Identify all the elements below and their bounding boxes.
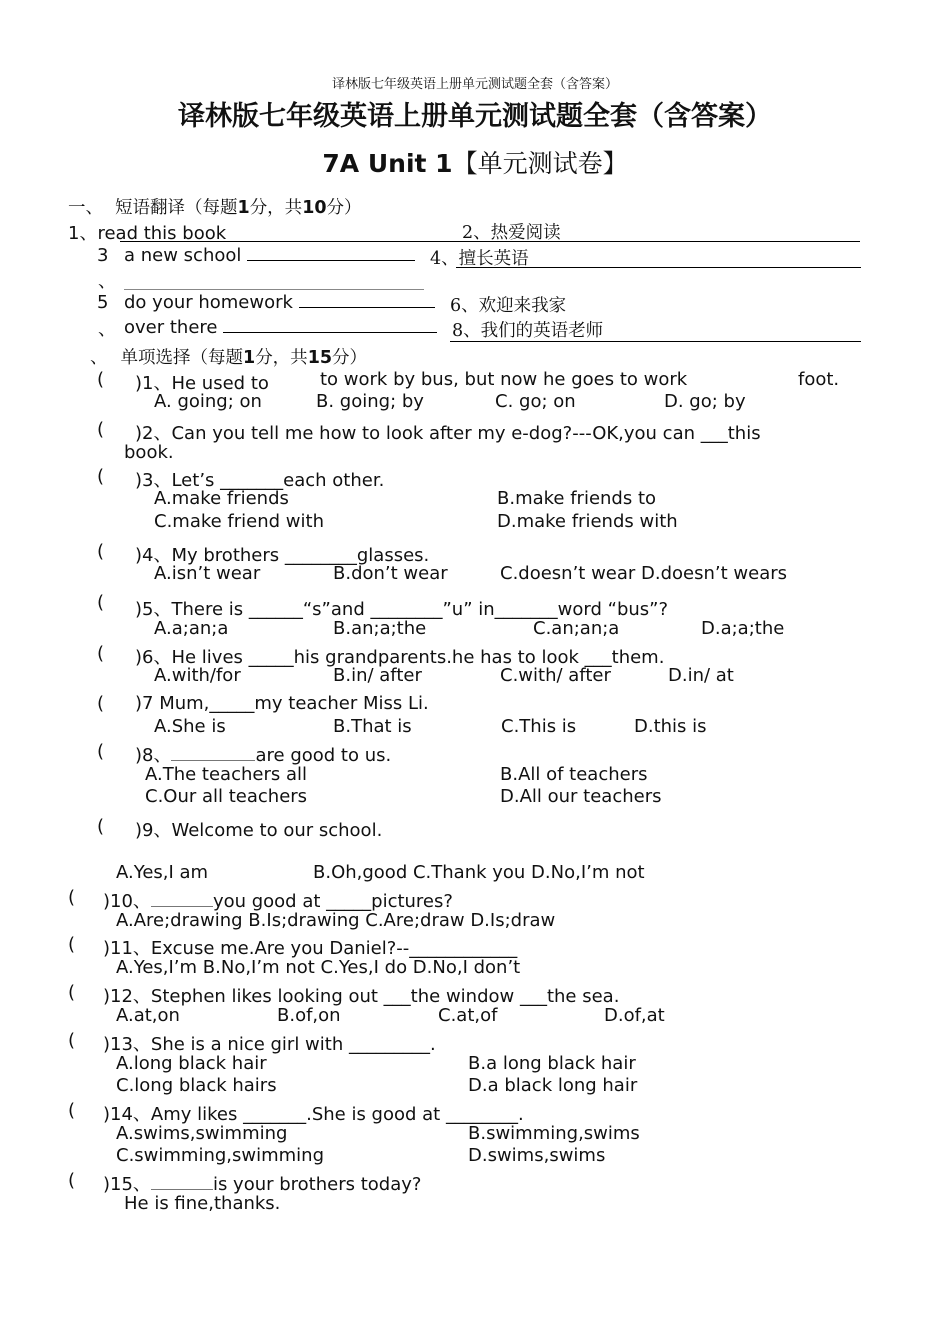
question-stem: )15、 is your brothers today? (103, 1174, 422, 1195)
option: A.Yes,I am (116, 862, 209, 883)
option: B.make friends to (497, 488, 657, 509)
question-stem: )9、Welcome to our school. (135, 820, 383, 841)
option: A.at,on (116, 1005, 180, 1026)
item-mark: 、 (98, 319, 116, 340)
option: A.The teachers all (145, 764, 307, 785)
phrase-item: 1、read this book (68, 223, 227, 244)
answer-line (124, 289, 424, 290)
option: B.a long black hair (468, 1053, 636, 1074)
item-number: 3 (97, 245, 109, 266)
option: C.This is (501, 716, 577, 737)
option: D.this is (634, 716, 707, 737)
question-paren: ( (68, 934, 76, 955)
option: B.of,on (277, 1005, 341, 1026)
question-paren: ( (97, 693, 105, 714)
question-stem: to work by bus, but now he goes to work (320, 369, 688, 390)
option: A.long black hair (116, 1053, 267, 1074)
option: D.of,at (604, 1005, 665, 1026)
question-paren: ( (97, 466, 105, 487)
question-stem: foot. (798, 369, 840, 390)
phrase-item: do your homework (124, 292, 435, 313)
option: B.swimming,swims (468, 1123, 640, 1144)
option: C.long black hairs (116, 1075, 277, 1096)
item-number: 5 (97, 292, 109, 313)
section1-heading: 一、 短语翻译（每题1分，共10分） (68, 198, 362, 218)
running-head: 译林版七年级英语上册单元测试题全套（含答案） (331, 77, 618, 92)
option: B.That is (333, 716, 412, 737)
phrase-item: 6、欢迎来我家 (450, 296, 567, 316)
option: B.Oh,good C.Thank you D.No,I’m not (313, 862, 645, 883)
option: D.make friends with (497, 511, 678, 532)
option: B. going; by (316, 391, 424, 412)
question-stem: )7 Mum,_____my teacher Miss Li. (135, 693, 429, 714)
question-stem: )3、Let’s _______each other. (135, 470, 385, 491)
question-stem: book. (124, 442, 174, 463)
question-stem: )4、My brothers ________glasses. (135, 545, 430, 566)
question-stem: )8、 are good to us. (135, 745, 392, 766)
option: A.swims,swimming (116, 1123, 288, 1144)
question-stem: )14、Amy likes _______.She is good at ________. (103, 1104, 524, 1125)
option: C.at,of (438, 1005, 498, 1026)
option: D.swims,swims (468, 1145, 606, 1166)
question-stem: )11、Excuse me.Are you Daniel?--____________ (103, 938, 518, 959)
question-stem: )6、He lives _____his grandparents.he has to look ___them. (135, 647, 665, 668)
divider (456, 267, 861, 268)
page-title: 译林版七年级英语上册单元测试题全套（含答案） (178, 101, 772, 132)
question-paren: ( (68, 1170, 76, 1191)
unit-title (0, 144, 950, 180)
option: D.a;a;the (701, 618, 785, 639)
question-paren: ( (97, 741, 105, 762)
option: B.All of teachers (500, 764, 648, 785)
question-paren: ( (97, 816, 105, 837)
option: C.doesn’t wear D.doesn’t wears (500, 563, 788, 584)
phrase-item: over there (124, 317, 437, 338)
option: A.Are;drawing B.Is;drawing C.Are;draw D.Is;draw (116, 910, 556, 931)
option: A.with/for (154, 665, 241, 686)
phrase-item: a new school (124, 245, 415, 266)
option: A.Yes,I’m B.No,I’m not C.Yes,I do D.No,I don’t (116, 957, 521, 978)
phrase-item: 2、热爱阅读 (462, 223, 561, 243)
option: A.isn’t wear (154, 563, 261, 584)
question-paren: ( (68, 1030, 76, 1051)
unit-title-en: 7A Unit 1 (322, 149, 453, 178)
option: D.a black long hair (468, 1075, 638, 1096)
option: A.make friends (154, 488, 289, 509)
option: C.make friend with (154, 511, 324, 532)
question-stem: )2、Can you tell me how to look after my e-dog?---OK,you can ___this (135, 423, 761, 444)
option: C.swimming,swimming (116, 1145, 325, 1166)
option: A. going; on (154, 391, 262, 412)
question-paren: ( (68, 982, 76, 1003)
question-paren: ( (97, 419, 105, 440)
question-paren: ( (97, 541, 105, 562)
option: D.All our teachers (500, 786, 662, 807)
question-stem: )5、There is ______“s”and ________”u” in_______word “bus”? (135, 599, 669, 620)
phrase-item: 4、擅长英语 (430, 249, 529, 269)
phrase-item: 8、我们的英语老师 (452, 321, 604, 341)
option: A.a;an;a (154, 618, 229, 639)
question-paren: ( (68, 1100, 76, 1121)
item-mark: 、 (98, 271, 116, 292)
section1-number: 一、 (68, 198, 103, 218)
question-paren: ( (68, 887, 76, 908)
question-stem: )10、 you good at _____pictures? (103, 891, 453, 912)
divider (450, 341, 861, 342)
option: D. go; by (664, 391, 746, 412)
question-paren: ( (97, 643, 105, 664)
option: C. go; on (495, 391, 576, 412)
option: C.with/ after (500, 665, 611, 686)
question-stem: )1、He used to (135, 373, 269, 394)
question-stem: )12、Stephen likes looking out ___the window ___the sea. (103, 986, 620, 1007)
option: B.an;a;the (333, 618, 427, 639)
option: A.She is (154, 716, 226, 737)
option: B.don’t wear (333, 563, 448, 584)
answer-text: He is fine,thanks. (124, 1193, 281, 1214)
option: C.Our all teachers (145, 786, 308, 807)
option: D.in/ at (668, 665, 734, 686)
question-stem: )13、She is a nice girl with _________. (103, 1034, 436, 1055)
question-paren: ( (97, 369, 105, 390)
option: B.in/ after (333, 665, 422, 686)
section2-number: 、 (90, 348, 108, 368)
unit-title-cn: 【单元测试卷】 (452, 149, 628, 178)
section2-heading: 、 单项选择（每题1分，共15分） (90, 348, 368, 368)
question-paren: ( (97, 592, 105, 613)
divider (120, 241, 860, 242)
option: C.an;an;a (533, 618, 620, 639)
